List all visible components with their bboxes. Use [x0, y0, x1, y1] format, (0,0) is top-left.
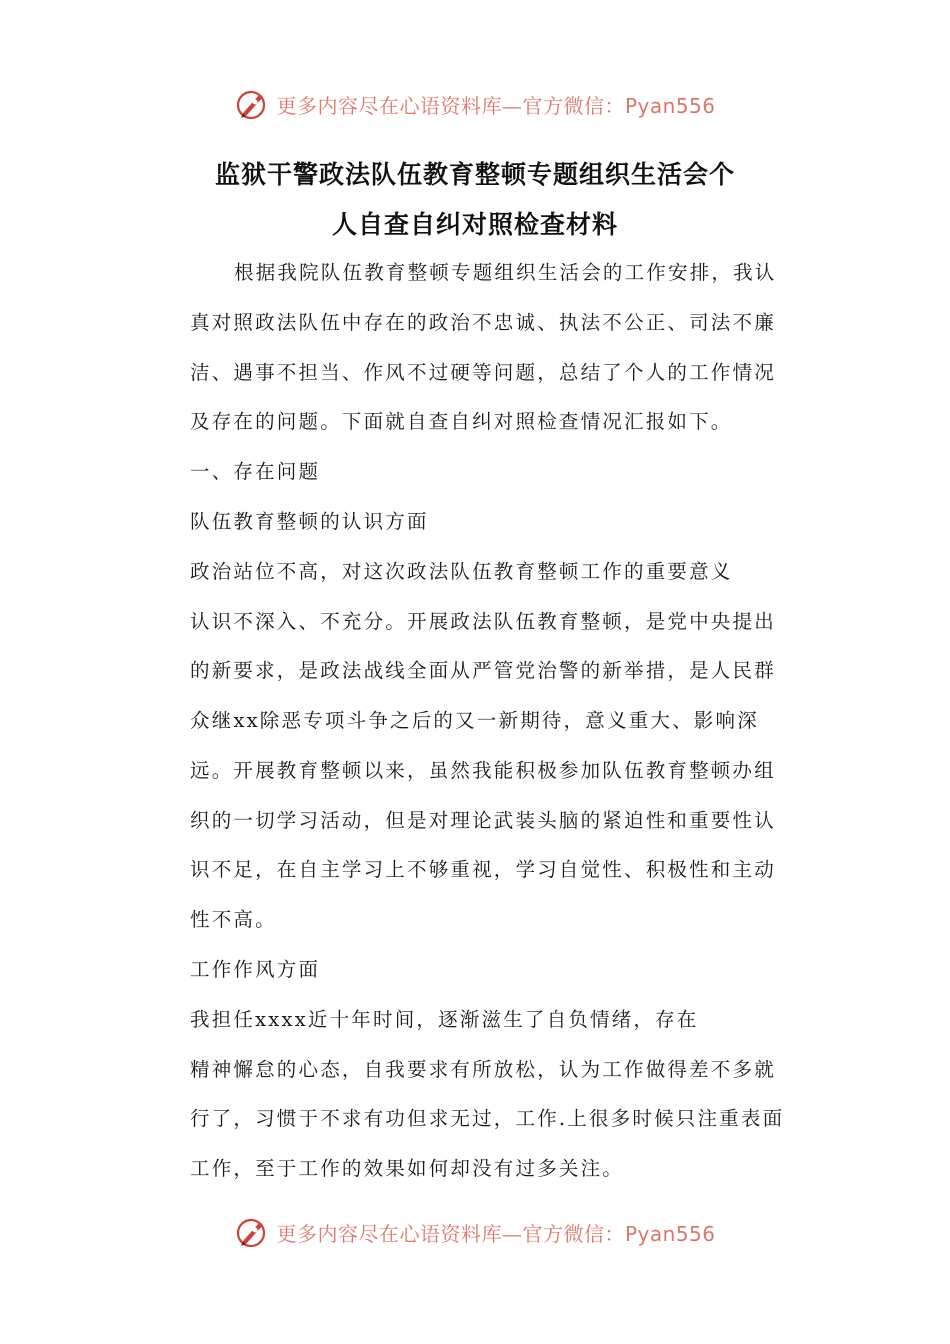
banner-text — [276, 90, 715, 119]
section-heading: 一、存在问题 — [190, 460, 321, 483]
wechat-id: Pyan556 — [624, 93, 716, 118]
subsection-heading: 队伍教育整顿的认识方面 — [190, 510, 429, 533]
body-line: 洁、遇事不担当、作风不过硬等问题，总结了个人的工作情况 — [190, 361, 776, 384]
pen-logo-icon — [234, 86, 270, 122]
pen-logo-icon — [234, 1214, 270, 1250]
banner-caption: 更多内容尽在心语资料库—官方微信： — [276, 93, 625, 118]
body-line: 众继xx除恶专项斗争之后的又一新期待，意义重大、影响深 — [190, 709, 759, 732]
body-line: 及存在的问题。下面就自查自纠对照检查情况汇报如下。 — [190, 410, 733, 433]
body-line: 政治站位不高，对这次政法队伍教育整顿工作的重要意义 — [190, 560, 733, 583]
body-line: 行了，习惯于不求有功但求无过，工作.上很多时候只注重表面 — [190, 1107, 785, 1130]
subsection-heading: 工作作风方面 — [190, 958, 321, 981]
body-line: 性不高。 — [190, 908, 277, 931]
footer-banner — [0, 1212, 950, 1252]
body-line: 远。开展教育整顿以来，虽然我能积极参加队伍教育整顿办组 — [190, 759, 776, 782]
document-title-line-2: 人自查自纠对照检查材料 — [331, 210, 618, 239]
body-line: 根据我院队伍教育整顿专题组织生活会的工作安排，我认 — [234, 261, 777, 284]
body-line: 精神懈怠的心态，自我要求有所放松，认为工作做得差不多就 — [190, 1058, 776, 1081]
body-line: 认识不深入、不充分。开展政法队伍教育整顿，是党中央提出 — [190, 610, 776, 633]
body-line: 工作，至于工作的效果如何却没有过多关注。 — [190, 1157, 625, 1180]
header-banner — [0, 84, 950, 124]
banner-text — [276, 1218, 715, 1247]
document-title-line-1: 监狱干警政法队伍教育整顿专题组织生活会个 — [214, 160, 735, 189]
body-line: 我担任xxxx近十年时间，逐渐滋生了自负情绪，存在 — [190, 1008, 699, 1031]
wechat-id: Pyan556 — [624, 1221, 716, 1246]
body-line: 的新要求，是政法战线全面从严管党治警的新举措，是人民群 — [190, 659, 776, 682]
body-line: 织的一切学习活动，但是对理论武装头脑的紧迫性和重要性认 — [190, 809, 776, 832]
body-line: 真对照政法队伍中存在的政治不忠诚、执法不公正、司法不廉 — [190, 311, 776, 334]
body-line: 识不足，在自主学习上不够重视，学习自觉性、积极性和主动 — [190, 858, 776, 881]
banner-caption: 更多内容尽在心语资料库—官方微信： — [276, 1221, 625, 1246]
